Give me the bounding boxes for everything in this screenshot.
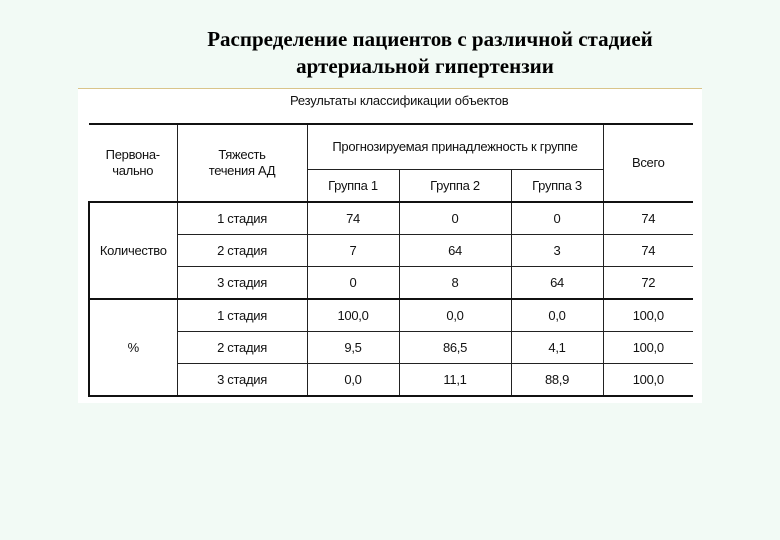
group-1-cell: 0 bbox=[307, 267, 399, 300]
header-severity: Тяжесть течения АД bbox=[177, 124, 307, 202]
group-3-cell: 4,1 bbox=[511, 332, 603, 364]
classification-table bbox=[88, 123, 693, 397]
table-row bbox=[89, 235, 693, 267]
header-total: Всего bbox=[603, 124, 693, 202]
group-1-cell: 0,0 bbox=[307, 364, 399, 397]
table-row bbox=[89, 332, 693, 364]
header-predicted: Прогнозируемая принадлежность к группе bbox=[307, 124, 603, 170]
group-2-cell: 64 bbox=[399, 235, 511, 267]
header-group-3: Группа 3 bbox=[511, 170, 603, 203]
group-3-cell: 0,0 bbox=[511, 299, 603, 332]
table-row bbox=[89, 202, 693, 235]
group-1-cell: 74 bbox=[307, 202, 399, 235]
group-2-cell: 86,5 bbox=[399, 332, 511, 364]
stage-cell: 3 стадия bbox=[177, 364, 307, 397]
table-row bbox=[89, 299, 693, 332]
total-cell: 72 bbox=[603, 267, 693, 300]
group-1-cell: 9,5 bbox=[307, 332, 399, 364]
block-label: Количество bbox=[89, 202, 177, 299]
group-3-cell: 64 bbox=[511, 267, 603, 300]
header-group-1: Группа 1 bbox=[307, 170, 399, 203]
table-caption: Результаты классификации объектов bbox=[290, 93, 509, 108]
group-3-cell: 0 bbox=[511, 202, 603, 235]
total-cell: 100,0 bbox=[603, 364, 693, 397]
group-3-cell: 88,9 bbox=[511, 364, 603, 397]
group-1-cell: 100,0 bbox=[307, 299, 399, 332]
stage-cell: 2 стадия bbox=[177, 332, 307, 364]
slide-title-line1: Распределение пациентов с различной стадией bbox=[207, 27, 653, 51]
group-2-cell: 0 bbox=[399, 202, 511, 235]
header-initial: Первона- чально bbox=[89, 124, 177, 202]
group-1-cell: 7 bbox=[307, 235, 399, 267]
table-image bbox=[78, 88, 702, 403]
stage-cell: 1 стадия bbox=[177, 299, 307, 332]
total-cell: 74 bbox=[603, 235, 693, 267]
slide-title-line2: артериальной гипертензии bbox=[296, 54, 554, 78]
slide-title bbox=[0, 26, 780, 80]
table-row bbox=[89, 364, 693, 397]
stage-cell: 3 стадия bbox=[177, 267, 307, 300]
total-cell: 100,0 bbox=[603, 299, 693, 332]
total-cell: 74 bbox=[603, 202, 693, 235]
stage-cell: 1 стадия bbox=[177, 202, 307, 235]
header-group-2: Группа 2 bbox=[399, 170, 511, 203]
stage-cell: 2 стадия bbox=[177, 235, 307, 267]
group-2-cell: 11,1 bbox=[399, 364, 511, 397]
block-label: % bbox=[89, 299, 177, 396]
group-2-cell: 0,0 bbox=[399, 299, 511, 332]
group-2-cell: 8 bbox=[399, 267, 511, 300]
group-3-cell: 3 bbox=[511, 235, 603, 267]
total-cell: 100,0 bbox=[603, 332, 693, 364]
table-row bbox=[89, 267, 693, 300]
